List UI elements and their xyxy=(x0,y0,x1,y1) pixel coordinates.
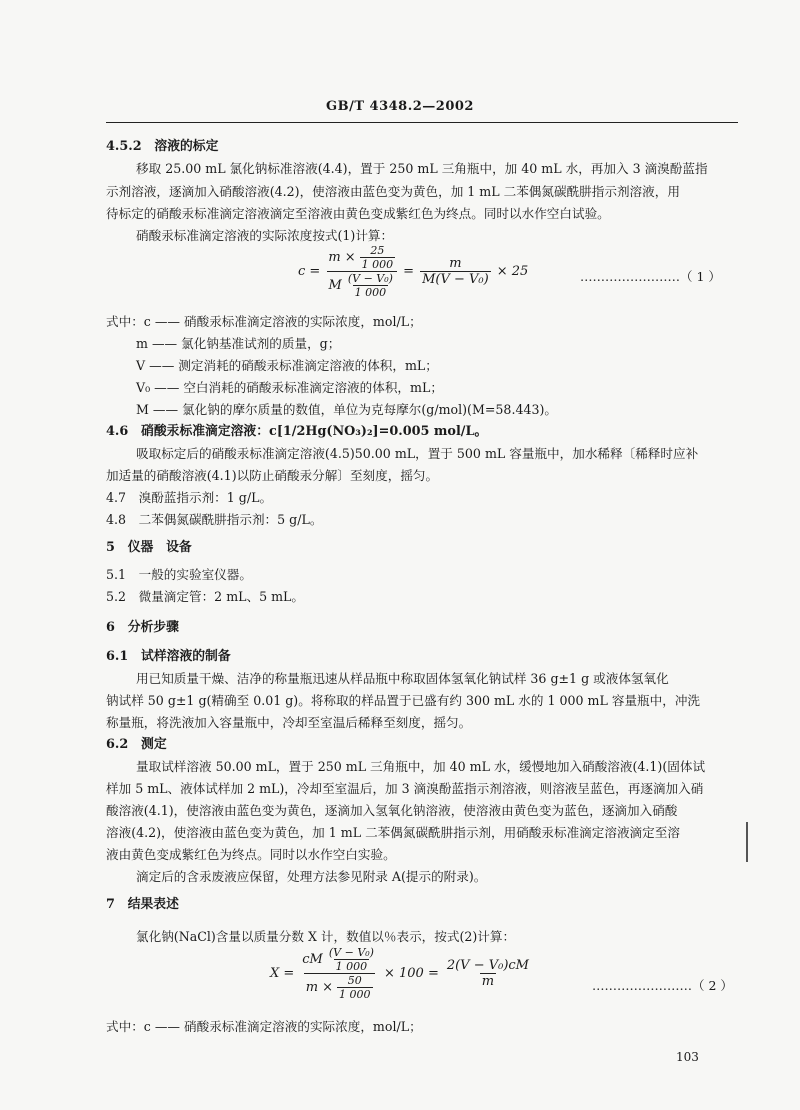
eq2-num-1000: 1 000 xyxy=(335,960,368,973)
equation-2 xyxy=(270,946,531,1001)
section-5-1: 5.1 一般的实验室仪器。 xyxy=(106,567,252,582)
eq1-main-fraction xyxy=(326,244,397,299)
eq1-den-v: (V − V₀) xyxy=(347,272,393,285)
paragraph-line: 移取 25.00 mL 氯化钠标准溶液(4.4)，置于 250 mL 三角瓶中，加 40 mL 水，再加入 3 滴溴酚蓝指 xyxy=(136,161,708,176)
paragraph-line: 液由黄色变成紫红色为终点。同时以水作空白实验。 xyxy=(106,847,396,862)
eq1-lhs: c = xyxy=(298,264,321,279)
where-line: M —— 氯化钠的摩尔质量的数值，单位为克每摩尔(g/mol)(M=58.443)。 xyxy=(136,402,557,417)
page-number: 103 xyxy=(676,1050,699,1064)
eq2-right-num: 2(V − V₀)cM xyxy=(446,958,529,973)
eq2-num-v: (V − V₀) xyxy=(328,946,374,959)
paragraph-line: 示剂溶液，逐滴加入硝酸溶液(4.2)，使溶液由蓝色变为黄色，加 1 mL 二苯偶氮碳酰肼指示剂溶液，用 xyxy=(106,184,680,199)
equation-2-number: ……………………（ 2 ） xyxy=(592,978,733,993)
paragraph-line: 硝酸汞标准滴定溶液的实际浓度按式(1)计算： xyxy=(136,228,394,243)
eq2-den-50: 50 xyxy=(347,974,362,987)
eq1-times-25: × 25 xyxy=(496,264,529,279)
eq2-den-1000: 1 000 xyxy=(339,988,371,1001)
section-4-5-2-title: 4.5.2 溶液的标定 xyxy=(106,139,219,154)
eq1-equals: = xyxy=(403,264,415,279)
equation-1-number: ……………………（ 1 ） xyxy=(580,269,721,284)
paragraph-line: 用已知质量干燥、洁净的称量瓶迅速从样品瓶中称取固体氢氧化钠试样 36 g±1 g 或液体氢氧化 xyxy=(136,671,669,686)
where-line: V₀ —— 空白消耗的硝酸汞标准滴定溶液的体积，mL； xyxy=(136,380,443,395)
equation-1 xyxy=(298,244,528,299)
eq1-num-25: 25 xyxy=(370,244,385,257)
eq2-right-den: m xyxy=(481,974,495,989)
paragraph-line: 加适量的硝酸溶液(4.1)以防止硝酸汞分解〕至刻度，摇匀。 xyxy=(106,468,439,483)
paragraph-line: 样加 5 mL、液体试样加 2 mL)，冷却至室温后，加 3 滴溴酚蓝指示剂溶液，则溶液呈蓝色，再逐滴加入硝 xyxy=(106,781,704,796)
paragraph-line: 量取试样溶液 50.00 mL，置于 250 mL 三角瓶中，加 40 mL 水，缓慢地加入硝酸溶液(4.1)(固体试 xyxy=(136,759,706,774)
paragraph-line: 称量瓶，将洗液加入容量瓶中，冷却至室温后稀释至刻度，摇匀。 xyxy=(106,715,472,730)
section-6-1-title: 6.1 试样溶液的制备 xyxy=(106,649,231,664)
section-6-title: 6 分析步骤 xyxy=(106,620,179,635)
eq1-den-m: M xyxy=(328,278,342,293)
eq2-den-m: m × xyxy=(305,980,334,995)
eq1-den-1000: 1 000 xyxy=(354,286,387,299)
standard-code-header: GB/T 4348.2—2002 xyxy=(326,99,474,114)
paragraph-line: 滴定后的含汞废液应保留，处理方法参见附录 A(提示的附录)。 xyxy=(136,869,487,884)
section-4-8: 4.8 二苯偶氮碳酰肼指示剂：5 g/L。 xyxy=(106,512,323,527)
where-line: m —— 氯化钠基准试剂的质量，g； xyxy=(136,336,341,351)
section-4-6-title: 4.6 硝酸汞标准滴定溶液：c[1/2Hg(NO₃)₂]=0.005 mol/L。 xyxy=(106,424,488,439)
eq2-main-fraction xyxy=(300,946,378,1001)
eq2-right-fraction xyxy=(445,958,531,989)
eq1-num-1000: 1 000 xyxy=(361,258,394,271)
section-7-title: 7 结果表述 xyxy=(106,897,179,912)
eq1-right-fraction xyxy=(420,256,491,287)
eq1-right-den: M(V − V₀) xyxy=(422,272,489,287)
paragraph-line: 待标定的硝酸汞标准滴定溶液滴定至溶液由黄色变成紫红色为终点。同时以水作空白试验。 xyxy=(106,206,610,221)
section-4-7: 4.7 溴酚蓝指示剂：1 g/L。 xyxy=(106,490,273,505)
eq1-right-num: m xyxy=(449,256,462,271)
section-5-title: 5 仪器 设备 xyxy=(106,540,192,555)
eq1-num-m: m × xyxy=(328,250,356,265)
where-line: 式中：c —— 硝酸汞标准滴定溶液的实际浓度，mol/L； xyxy=(106,314,422,329)
where-line: V —— 测定消耗的硝酸汞标准滴定溶液的体积，mL； xyxy=(136,358,438,373)
paragraph-line: 氯化钠(NaCl)含量以质量分数 X 计，数值以％表示，按式(2)计算： xyxy=(136,929,516,944)
paragraph-line: 吸取标定后的硝酸汞标准滴定溶液(4.5)50.00 mL，置于 500 mL 容量瓶中，加水稀释〔稀释时应补 xyxy=(136,446,699,461)
eq2-num-cm: cM xyxy=(302,952,323,967)
scan-edge-mark xyxy=(746,822,748,862)
eq2-lhs: X = xyxy=(270,966,295,981)
paragraph-line: 酸溶液(4.1)，使溶液由蓝色变为黄色，逐滴加入氢氧化钠溶液，使溶液由黄色变为蓝色，逐滴加入硝酸 xyxy=(106,803,678,818)
header-rule xyxy=(106,122,738,123)
paragraph-line: 钠试样 50 g±1 g(精确至 0.01 g)。将称取的样品置于已盛有约 300 mL 水的 1 000 mL 容量瓶中，冲洗 xyxy=(106,693,701,708)
where-line: 式中：c —— 硝酸汞标准滴定溶液的实际浓度，mol/L； xyxy=(106,1019,422,1034)
eq2-times-100: × 100 = xyxy=(383,966,439,981)
section-6-2-title: 6.2 测定 xyxy=(106,737,167,752)
paragraph-line: 溶液(4.2)，使溶液由蓝色变为黄色，加 1 mL 二苯偶氮碳酰肼指示剂，用硝酸汞标准滴定溶液滴定至溶 xyxy=(106,825,680,840)
section-5-2: 5.2 微量滴定管：2 mL、5 mL。 xyxy=(106,589,305,604)
